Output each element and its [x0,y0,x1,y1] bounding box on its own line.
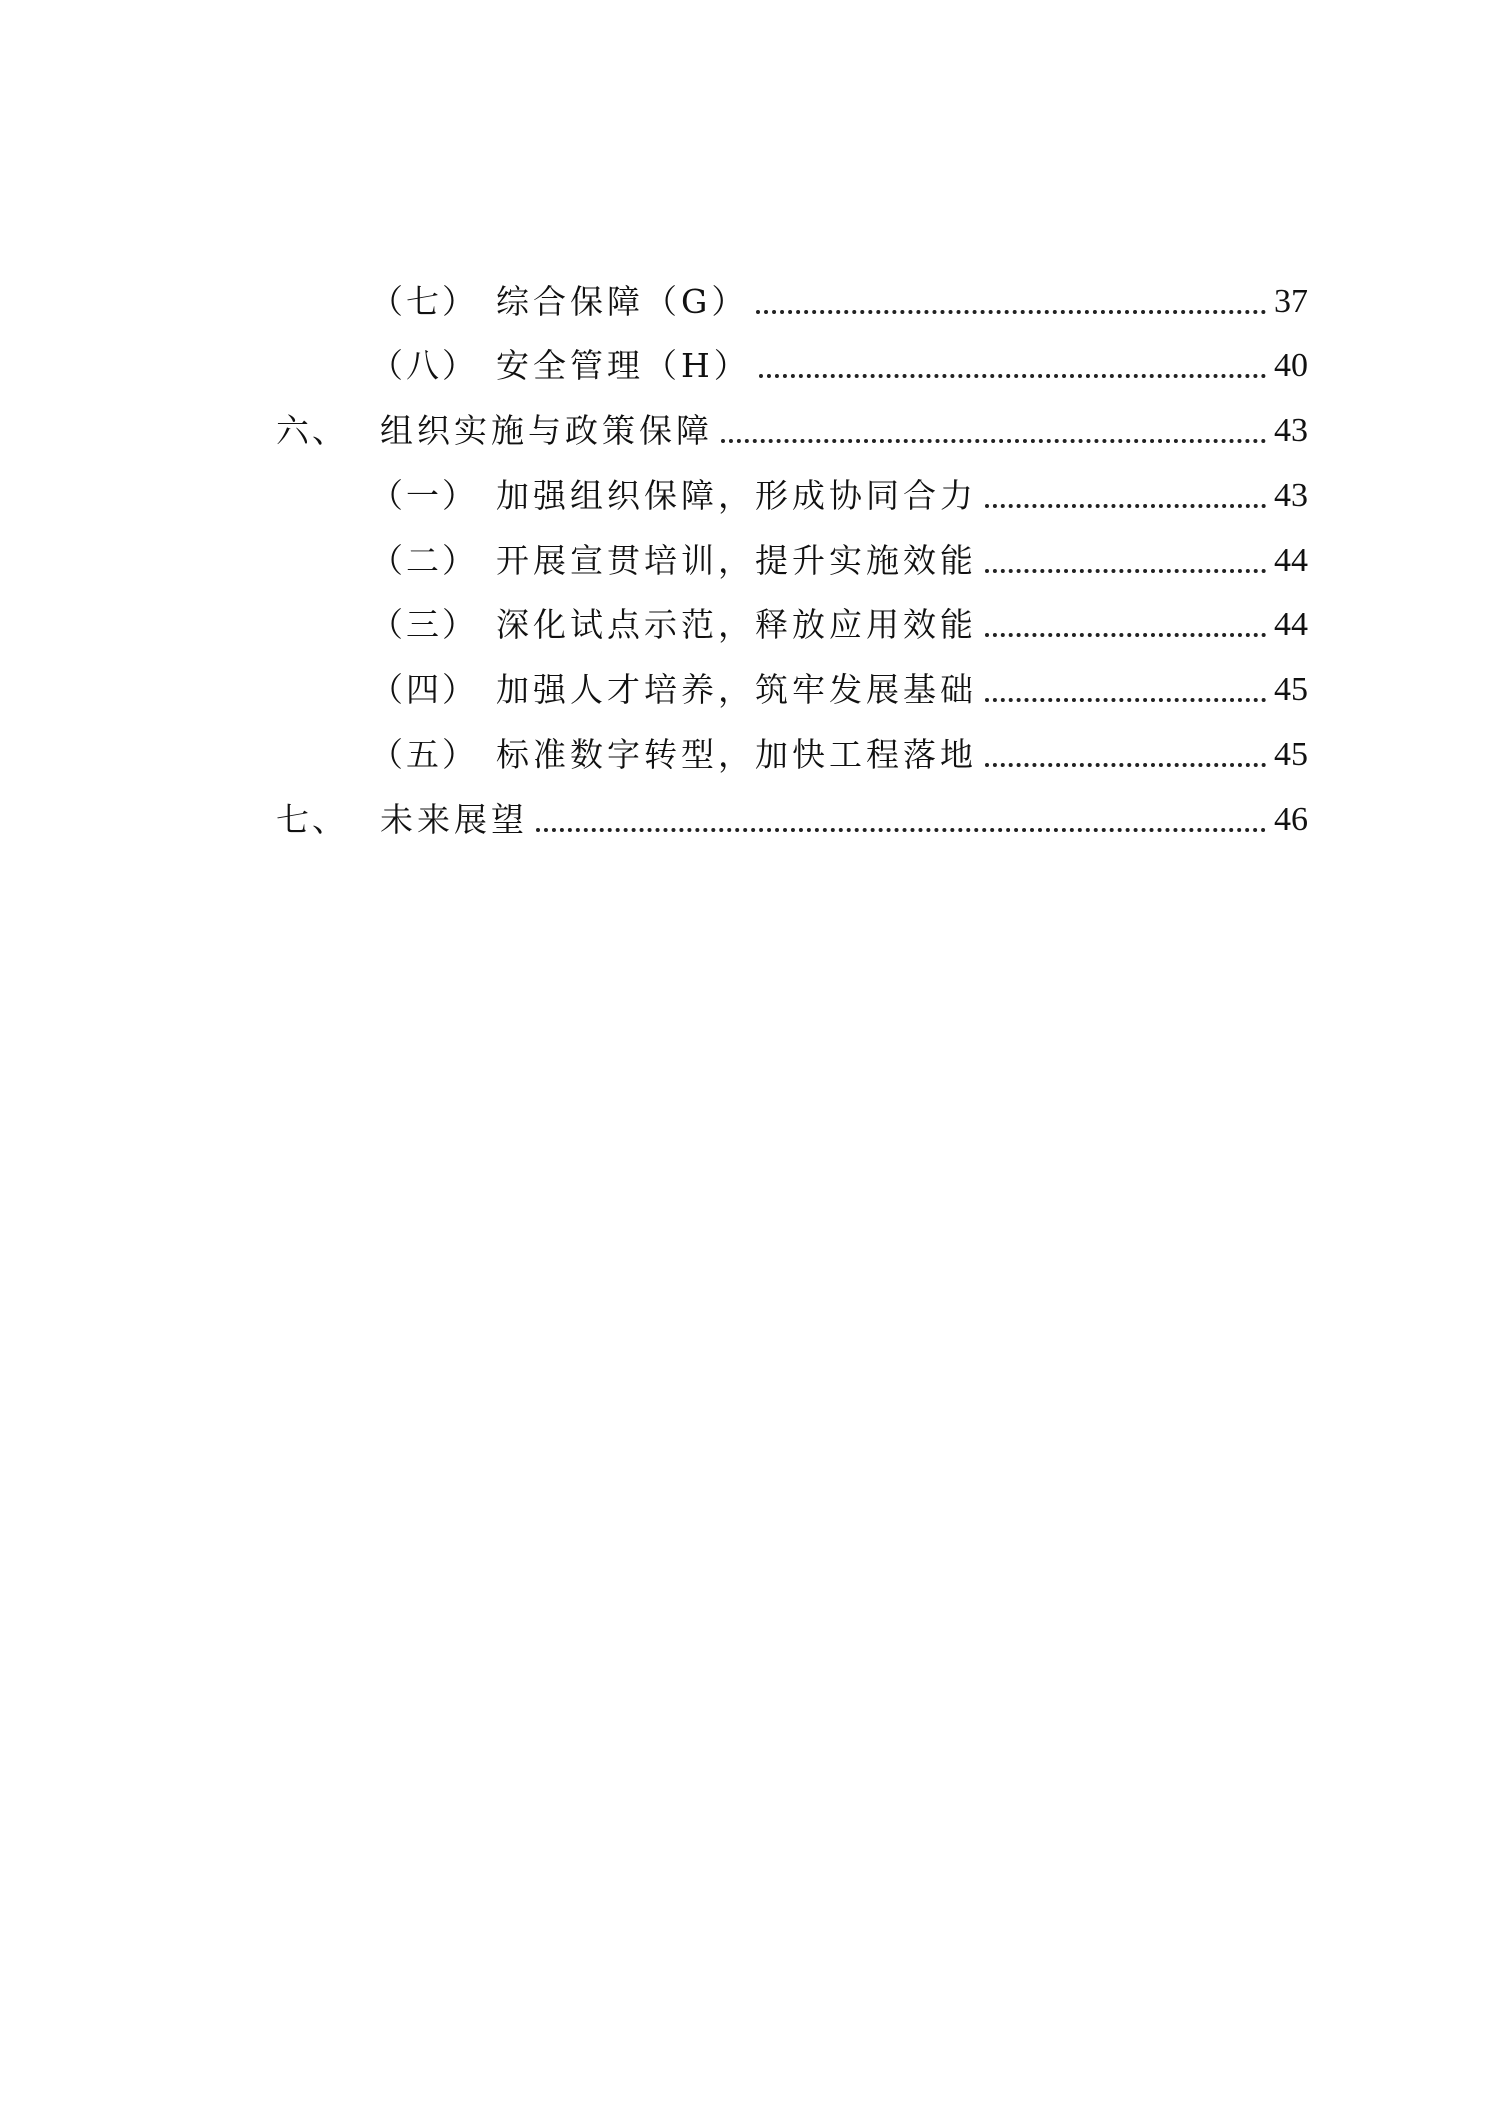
toc-entry-6-5[interactable] [370,730,1308,780]
toc-entry-marker: （七） [370,282,478,321]
toc-entry-title: 安全管理（H） [496,346,751,385]
toc-entry-section-7[interactable] [276,795,1308,845]
toc-entry-marker: 六、 [276,411,348,450]
dot-leader [985,569,1266,573]
toc-entry-page-number: 40 [1274,347,1308,384]
toc-entry-page-number: 43 [1274,477,1308,514]
toc-entry-marker: （三） [370,605,478,644]
dot-leader [536,828,1266,832]
toc-entry-title: 加强人才培养，筑牢发展基础 [496,670,977,709]
toc-entry-6-3[interactable] [370,600,1308,650]
dot-leader [985,504,1266,508]
toc-entry-page-number: 43 [1274,412,1308,449]
toc-entry-8[interactable] [370,341,1308,391]
toc-entry-marker: 七、 [276,800,348,839]
toc-entry-title: 开展宣贯培训，提升实施效能 [496,541,977,580]
toc-entry-page-number: 37 [1274,283,1308,320]
toc-entry-page-number: 45 [1274,671,1308,708]
toc-entry-page-number: 46 [1274,801,1308,838]
toc-entry-marker: （四） [370,670,478,709]
toc-entry-title: 组织实施与政策保障 [380,411,713,450]
toc-entry-page-number: 45 [1274,736,1308,773]
dot-leader [759,374,1266,378]
toc-entry-page-number: 44 [1274,606,1308,643]
toc-entry-6-4[interactable] [370,665,1308,715]
toc-entry-title: 标准数字转型，加快工程落地 [496,735,977,774]
toc-entry-marker: （一） [370,476,478,515]
dot-leader [756,310,1266,314]
toc-entry-7[interactable] [370,277,1308,327]
dot-leader [985,633,1266,637]
toc-entry-marker: （五） [370,735,478,774]
toc-entry-marker: （二） [370,541,478,580]
toc-entry-section-6[interactable] [276,406,1308,456]
toc-entry-page-number: 44 [1274,542,1308,579]
toc-entry-title: 未来展望 [380,800,528,839]
toc-entry-6-1[interactable] [370,471,1308,521]
dot-leader [721,439,1266,443]
dot-leader [985,763,1266,767]
toc-entry-6-2[interactable] [370,536,1308,586]
toc-entry-marker: （八） [370,346,478,385]
toc-entry-title: 加强组织保障，形成协同合力 [496,476,977,515]
dot-leader [985,698,1266,702]
toc-entry-title: 综合保障（G） [496,282,749,321]
toc-entry-title: 深化试点示范，释放应用效能 [496,605,977,644]
